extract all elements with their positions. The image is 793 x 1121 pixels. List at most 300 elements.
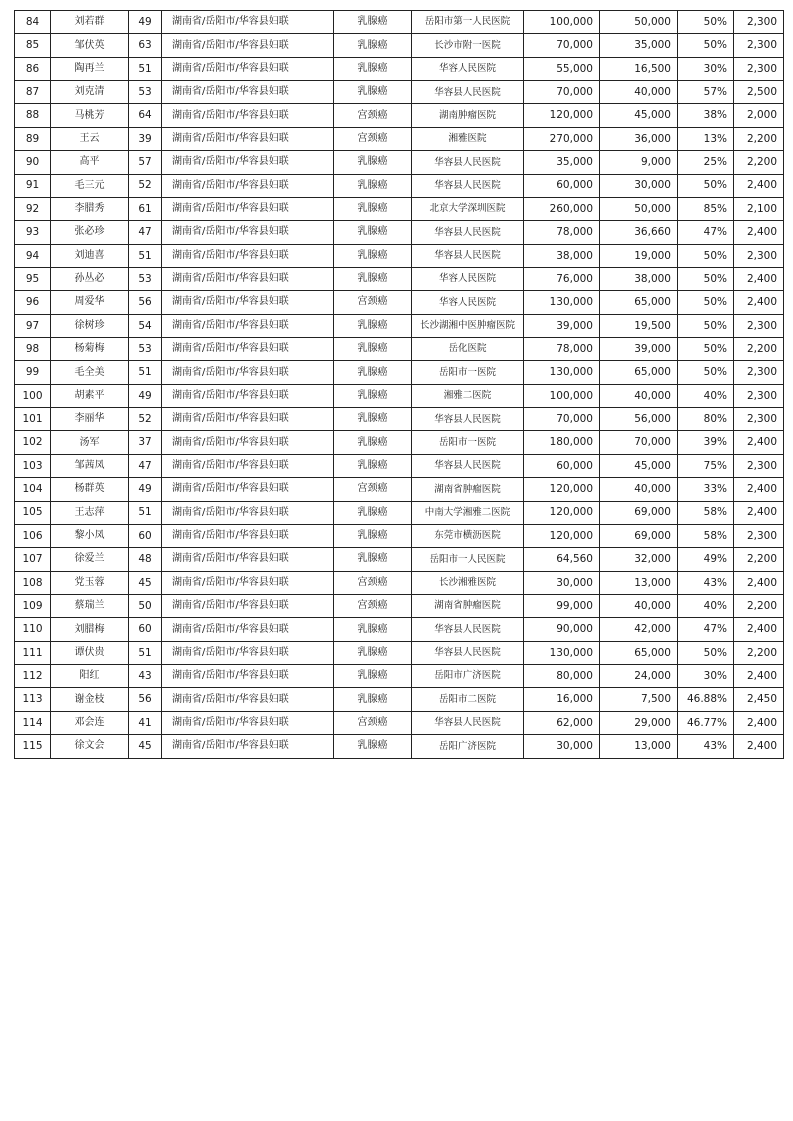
cell-number: 114 — [15, 711, 51, 734]
cell-number: 104 — [15, 478, 51, 501]
cell-aid-amount: 2,300 — [734, 408, 784, 431]
cell-age: 51 — [129, 244, 162, 267]
table-row — [15, 454, 784, 477]
cell-hospital: 华容县人民医院 — [412, 151, 524, 174]
cell-ratio: 47% — [678, 618, 734, 641]
cell-aid-amount: 2,300 — [734, 454, 784, 477]
cell-name: 徐树珍 — [51, 314, 129, 337]
cell-aid-amount: 2,200 — [734, 338, 784, 361]
cell-name: 谭伏贵 — [51, 641, 129, 664]
cell-disease: 乳腺癌 — [334, 34, 412, 57]
cell-total-cost: 120,000 — [524, 104, 600, 127]
cell-region: 湖南省/岳阳市/华容县妇联 — [162, 501, 334, 524]
cell-total-cost: 62,000 — [524, 711, 600, 734]
cell-self-pay: 40,000 — [600, 478, 678, 501]
cell-hospital: 华容县人民医院 — [412, 244, 524, 267]
cell-total-cost: 130,000 — [524, 361, 600, 384]
cell-ratio: 40% — [678, 594, 734, 617]
cell-aid-amount: 2,200 — [734, 548, 784, 571]
cell-hospital: 湖南省肿瘤医院 — [412, 478, 524, 501]
cell-hospital: 华容人民医院 — [412, 267, 524, 290]
cell-name: 王云 — [51, 127, 129, 150]
cell-hospital: 华容县人民医院 — [412, 174, 524, 197]
cell-age: 49 — [129, 11, 162, 34]
cell-name: 刘腊梅 — [51, 618, 129, 641]
cell-total-cost: 38,000 — [524, 244, 600, 267]
cell-total-cost: 76,000 — [524, 267, 600, 290]
cell-self-pay: 40,000 — [600, 81, 678, 104]
cell-region: 湖南省/岳阳市/华容县妇联 — [162, 57, 334, 80]
cell-region: 湖南省/岳阳市/华容县妇联 — [162, 127, 334, 150]
cell-number: 100 — [15, 384, 51, 407]
cell-aid-amount: 2,200 — [734, 127, 784, 150]
cell-hospital: 中南大学湘雅二医院 — [412, 501, 524, 524]
cell-region: 湖南省/岳阳市/华容县妇联 — [162, 338, 334, 361]
cell-ratio: 40% — [678, 384, 734, 407]
cell-region: 湖南省/岳阳市/华容县妇联 — [162, 478, 334, 501]
cell-self-pay: 13,000 — [600, 571, 678, 594]
cell-self-pay: 36,660 — [600, 221, 678, 244]
cell-hospital: 湖南肿瘤医院 — [412, 104, 524, 127]
cell-name: 毛三元 — [51, 174, 129, 197]
cell-region: 湖南省/岳阳市/华容县妇联 — [162, 735, 334, 758]
cell-ratio: 50% — [678, 244, 734, 267]
cell-age: 47 — [129, 221, 162, 244]
cell-region: 湖南省/岳阳市/华容县妇联 — [162, 314, 334, 337]
cell-ratio: 50% — [678, 291, 734, 314]
cell-hospital: 华容县人民医院 — [412, 454, 524, 477]
cell-total-cost: 78,000 — [524, 221, 600, 244]
cell-name: 张必珍 — [51, 221, 129, 244]
cell-total-cost: 270,000 — [524, 127, 600, 150]
cell-region: 湖南省/岳阳市/华容县妇联 — [162, 711, 334, 734]
cell-age: 56 — [129, 291, 162, 314]
cell-name: 高平 — [51, 151, 129, 174]
cell-total-cost: 180,000 — [524, 431, 600, 454]
cell-total-cost: 70,000 — [524, 408, 600, 431]
cell-name: 马桃芳 — [51, 104, 129, 127]
cell-number: 94 — [15, 244, 51, 267]
cell-disease: 乳腺癌 — [334, 267, 412, 290]
cell-region: 湖南省/岳阳市/华容县妇联 — [162, 267, 334, 290]
cell-age: 52 — [129, 174, 162, 197]
cell-hospital: 华容县人民医院 — [412, 81, 524, 104]
cell-total-cost: 70,000 — [524, 34, 600, 57]
cell-region: 湖南省/岳阳市/华容县妇联 — [162, 197, 334, 220]
cell-name: 邹伏英 — [51, 34, 129, 57]
cell-age: 49 — [129, 384, 162, 407]
cell-age: 51 — [129, 361, 162, 384]
cell-disease: 乳腺癌 — [334, 314, 412, 337]
cell-number: 92 — [15, 197, 51, 220]
cell-aid-amount: 2,400 — [734, 571, 784, 594]
cell-ratio: 50% — [678, 267, 734, 290]
cell-total-cost: 70,000 — [524, 81, 600, 104]
cell-aid-amount: 2,400 — [734, 431, 784, 454]
cell-self-pay: 50,000 — [600, 197, 678, 220]
cell-name: 毛全美 — [51, 361, 129, 384]
cell-name: 刘若群 — [51, 11, 129, 34]
cell-ratio: 49% — [678, 548, 734, 571]
cell-region: 湖南省/岳阳市/华容县妇联 — [162, 618, 334, 641]
cell-region: 湖南省/岳阳市/华容县妇联 — [162, 431, 334, 454]
cell-region: 湖南省/岳阳市/华容县妇联 — [162, 454, 334, 477]
cell-hospital: 岳阳市广济医院 — [412, 665, 524, 688]
cell-age: 63 — [129, 34, 162, 57]
cell-hospital: 华容人民医院 — [412, 291, 524, 314]
cell-name: 杨菊梅 — [51, 338, 129, 361]
cell-disease: 宫颈癌 — [334, 478, 412, 501]
cell-self-pay: 56,000 — [600, 408, 678, 431]
cell-aid-amount: 2,400 — [734, 711, 784, 734]
cell-self-pay: 65,000 — [600, 361, 678, 384]
cell-hospital: 岳阳市第一人民医院 — [412, 11, 524, 34]
cell-age: 45 — [129, 735, 162, 758]
cell-number: 102 — [15, 431, 51, 454]
table-row — [15, 151, 784, 174]
cell-ratio: 43% — [678, 571, 734, 594]
cell-disease: 宫颈癌 — [334, 291, 412, 314]
table-row — [15, 127, 784, 150]
cell-self-pay: 39,000 — [600, 338, 678, 361]
cell-self-pay: 50,000 — [600, 11, 678, 34]
cell-age: 48 — [129, 548, 162, 571]
cell-aid-amount: 2,000 — [734, 104, 784, 127]
cell-disease: 宫颈癌 — [334, 104, 412, 127]
cell-ratio: 47% — [678, 221, 734, 244]
cell-disease: 乳腺癌 — [334, 618, 412, 641]
cell-region: 湖南省/岳阳市/华容县妇联 — [162, 11, 334, 34]
cell-name: 陶再兰 — [51, 57, 129, 80]
table-row — [15, 57, 784, 80]
cell-ratio: 43% — [678, 735, 734, 758]
table-row — [15, 361, 784, 384]
cell-self-pay: 24,000 — [600, 665, 678, 688]
cell-region: 湖南省/岳阳市/华容县妇联 — [162, 361, 334, 384]
cell-disease: 乳腺癌 — [334, 665, 412, 688]
cell-ratio: 13% — [678, 127, 734, 150]
cell-disease: 宫颈癌 — [334, 571, 412, 594]
cell-age: 51 — [129, 57, 162, 80]
cell-hospital: 湘雅二医院 — [412, 384, 524, 407]
cell-aid-amount: 2,300 — [734, 314, 784, 337]
cell-aid-amount: 2,200 — [734, 594, 784, 617]
cell-name: 孙丛必 — [51, 267, 129, 290]
cell-total-cost: 130,000 — [524, 291, 600, 314]
cell-disease: 乳腺癌 — [334, 524, 412, 547]
cell-disease: 乳腺癌 — [334, 641, 412, 664]
cell-name: 黎小凤 — [51, 524, 129, 547]
cell-ratio: 50% — [678, 11, 734, 34]
table-row — [15, 524, 784, 547]
table-row — [15, 291, 784, 314]
cell-total-cost: 90,000 — [524, 618, 600, 641]
cell-total-cost: 16,000 — [524, 688, 600, 711]
cell-age: 57 — [129, 151, 162, 174]
table-row — [15, 197, 784, 220]
cell-self-pay: 69,000 — [600, 501, 678, 524]
cell-region: 湖南省/岳阳市/华容县妇联 — [162, 221, 334, 244]
cell-self-pay: 70,000 — [600, 431, 678, 454]
cell-ratio: 58% — [678, 524, 734, 547]
table-row — [15, 618, 784, 641]
table-row — [15, 338, 784, 361]
cell-age: 64 — [129, 104, 162, 127]
cell-disease: 乳腺癌 — [334, 735, 412, 758]
cell-region: 湖南省/岳阳市/华容县妇联 — [162, 524, 334, 547]
table-row — [15, 665, 784, 688]
cell-age: 41 — [129, 711, 162, 734]
cell-number: 109 — [15, 594, 51, 617]
cell-region: 湖南省/岳阳市/华容县妇联 — [162, 571, 334, 594]
cell-ratio: 46.77% — [678, 711, 734, 734]
cell-name: 王志萍 — [51, 501, 129, 524]
cell-disease: 乳腺癌 — [334, 408, 412, 431]
cell-hospital: 岳阳广济医院 — [412, 735, 524, 758]
cell-age: 47 — [129, 454, 162, 477]
cell-region: 湖南省/岳阳市/华容县妇联 — [162, 81, 334, 104]
cell-disease: 乳腺癌 — [334, 338, 412, 361]
cell-disease: 乳腺癌 — [334, 11, 412, 34]
cell-total-cost: 35,000 — [524, 151, 600, 174]
cell-total-cost: 80,000 — [524, 665, 600, 688]
cell-region: 湖南省/岳阳市/华容县妇联 — [162, 244, 334, 267]
cell-aid-amount: 2,400 — [734, 735, 784, 758]
cell-ratio: 50% — [678, 314, 734, 337]
cell-number: 93 — [15, 221, 51, 244]
cell-ratio: 38% — [678, 104, 734, 127]
cell-ratio: 39% — [678, 431, 734, 454]
cell-aid-amount: 2,300 — [734, 57, 784, 80]
cell-aid-amount: 2,300 — [734, 361, 784, 384]
cell-region: 湖南省/岳阳市/华容县妇联 — [162, 641, 334, 664]
cell-self-pay: 42,000 — [600, 618, 678, 641]
cell-aid-amount: 2,400 — [734, 501, 784, 524]
cell-region: 湖南省/岳阳市/华容县妇联 — [162, 104, 334, 127]
cell-self-pay: 19,000 — [600, 244, 678, 267]
cell-hospital: 华容县人民医院 — [412, 711, 524, 734]
cell-ratio: 30% — [678, 57, 734, 80]
cell-total-cost: 100,000 — [524, 11, 600, 34]
cell-self-pay: 7,500 — [600, 688, 678, 711]
cell-region: 湖南省/岳阳市/华容县妇联 — [162, 688, 334, 711]
cell-name: 汤军 — [51, 431, 129, 454]
cell-hospital: 长沙湖湘中医肿瘤医院 — [412, 314, 524, 337]
cell-hospital: 长沙湘雅医院 — [412, 571, 524, 594]
table-row — [15, 104, 784, 127]
cell-name: 刘迪喜 — [51, 244, 129, 267]
cell-hospital: 岳阳市一人民医院 — [412, 548, 524, 571]
cell-self-pay: 45,000 — [600, 104, 678, 127]
cell-total-cost: 55,000 — [524, 57, 600, 80]
cell-hospital: 华容县人民医院 — [412, 641, 524, 664]
cell-total-cost: 120,000 — [524, 501, 600, 524]
cell-number: 115 — [15, 735, 51, 758]
table-row — [15, 735, 784, 758]
cell-age: 56 — [129, 688, 162, 711]
cell-aid-amount: 2,200 — [734, 641, 784, 664]
cell-aid-amount: 2,300 — [734, 11, 784, 34]
cell-self-pay: 65,000 — [600, 291, 678, 314]
cell-total-cost: 64,560 — [524, 548, 600, 571]
table-row — [15, 548, 784, 571]
table-row — [15, 81, 784, 104]
cell-aid-amount: 2,300 — [734, 244, 784, 267]
cell-ratio: 50% — [678, 361, 734, 384]
cell-number: 113 — [15, 688, 51, 711]
cell-number: 98 — [15, 338, 51, 361]
cell-age: 54 — [129, 314, 162, 337]
cell-ratio: 46.88% — [678, 688, 734, 711]
cell-aid-amount: 2,400 — [734, 478, 784, 501]
cell-disease: 乳腺癌 — [334, 221, 412, 244]
cell-disease: 宫颈癌 — [334, 711, 412, 734]
cell-hospital: 岳阳市一医院 — [412, 431, 524, 454]
cell-self-pay: 29,000 — [600, 711, 678, 734]
cell-number: 91 — [15, 174, 51, 197]
cell-age: 43 — [129, 665, 162, 688]
cell-number: 89 — [15, 127, 51, 150]
cell-self-pay: 38,000 — [600, 267, 678, 290]
cell-region: 湖南省/岳阳市/华容县妇联 — [162, 291, 334, 314]
table-row — [15, 711, 784, 734]
cell-region: 湖南省/岳阳市/华容县妇联 — [162, 34, 334, 57]
cell-hospital: 湖南省肿瘤医院 — [412, 594, 524, 617]
cell-name: 胡素平 — [51, 384, 129, 407]
table-row — [15, 267, 784, 290]
cell-name: 周爱华 — [51, 291, 129, 314]
cell-aid-amount: 2,400 — [734, 221, 784, 244]
cell-total-cost: 100,000 — [524, 384, 600, 407]
table-row — [15, 431, 784, 454]
table-row — [15, 314, 784, 337]
cell-self-pay: 69,000 — [600, 524, 678, 547]
cell-number: 95 — [15, 267, 51, 290]
cell-aid-amount: 2,200 — [734, 151, 784, 174]
cell-total-cost: 60,000 — [524, 174, 600, 197]
table-body — [15, 11, 784, 759]
cell-number: 105 — [15, 501, 51, 524]
cell-disease: 乳腺癌 — [334, 244, 412, 267]
cell-number: 86 — [15, 57, 51, 80]
cell-self-pay: 40,000 — [600, 594, 678, 617]
table-row — [15, 571, 784, 594]
cell-number: 112 — [15, 665, 51, 688]
cell-total-cost: 120,000 — [524, 478, 600, 501]
cell-number: 99 — [15, 361, 51, 384]
cell-disease: 乳腺癌 — [334, 151, 412, 174]
cell-hospital: 北京大学深圳医院 — [412, 197, 524, 220]
cell-region: 湖南省/岳阳市/华容县妇联 — [162, 384, 334, 407]
cell-ratio: 58% — [678, 501, 734, 524]
table-row — [15, 174, 784, 197]
cell-region: 湖南省/岳阳市/华容县妇联 — [162, 151, 334, 174]
cell-name: 李丽华 — [51, 408, 129, 431]
cell-number: 96 — [15, 291, 51, 314]
cell-age: 45 — [129, 571, 162, 594]
cell-aid-amount: 2,300 — [734, 524, 784, 547]
cell-disease: 乳腺癌 — [334, 384, 412, 407]
cell-age: 51 — [129, 641, 162, 664]
cell-total-cost: 120,000 — [524, 524, 600, 547]
cell-ratio: 75% — [678, 454, 734, 477]
cell-hospital: 岳阳市一医院 — [412, 361, 524, 384]
cell-name: 蔡瑞兰 — [51, 594, 129, 617]
cell-hospital: 华容县人民医院 — [412, 221, 524, 244]
cell-aid-amount: 2,400 — [734, 618, 784, 641]
cell-aid-amount: 2,400 — [734, 665, 784, 688]
cell-disease: 乳腺癌 — [334, 454, 412, 477]
table-row — [15, 688, 784, 711]
cell-self-pay: 13,000 — [600, 735, 678, 758]
cell-name: 徐爱兰 — [51, 548, 129, 571]
cell-self-pay: 16,500 — [600, 57, 678, 80]
cell-region: 湖南省/岳阳市/华容县妇联 — [162, 548, 334, 571]
cell-age: 49 — [129, 478, 162, 501]
cell-ratio: 50% — [678, 174, 734, 197]
cell-ratio: 50% — [678, 641, 734, 664]
table-row — [15, 384, 784, 407]
cell-self-pay: 30,000 — [600, 174, 678, 197]
cell-region: 湖南省/岳阳市/华容县妇联 — [162, 174, 334, 197]
cell-name: 刘克清 — [51, 81, 129, 104]
cell-aid-amount: 2,500 — [734, 81, 784, 104]
cell-age: 52 — [129, 408, 162, 431]
table-row — [15, 594, 784, 617]
cell-self-pay: 9,000 — [600, 151, 678, 174]
cell-number: 111 — [15, 641, 51, 664]
cell-aid-amount: 2,400 — [734, 267, 784, 290]
table-row — [15, 221, 784, 244]
cell-aid-amount: 2,300 — [734, 34, 784, 57]
cell-age: 61 — [129, 197, 162, 220]
cell-ratio: 50% — [678, 34, 734, 57]
recipient-table — [14, 10, 784, 759]
table-row — [15, 244, 784, 267]
cell-hospital: 岳化医院 — [412, 338, 524, 361]
cell-number: 84 — [15, 11, 51, 34]
cell-ratio: 50% — [678, 338, 734, 361]
cell-region: 湖南省/岳阳市/华容县妇联 — [162, 665, 334, 688]
cell-hospital: 东莞市横沥医院 — [412, 524, 524, 547]
cell-ratio: 33% — [678, 478, 734, 501]
cell-number: 103 — [15, 454, 51, 477]
cell-name: 阳红 — [51, 665, 129, 688]
table-row — [15, 641, 784, 664]
cell-name: 杨群英 — [51, 478, 129, 501]
table-row — [15, 34, 784, 57]
table-row — [15, 408, 784, 431]
cell-number: 108 — [15, 571, 51, 594]
cell-name: 邹茜凤 — [51, 454, 129, 477]
cell-disease: 乳腺癌 — [334, 81, 412, 104]
cell-disease: 宫颈癌 — [334, 127, 412, 150]
cell-self-pay: 35,000 — [600, 34, 678, 57]
cell-name: 李腊秀 — [51, 197, 129, 220]
cell-ratio: 30% — [678, 665, 734, 688]
cell-aid-amount: 2,400 — [734, 291, 784, 314]
table-row — [15, 478, 784, 501]
cell-age: 51 — [129, 501, 162, 524]
cell-aid-amount: 2,300 — [734, 384, 784, 407]
cell-self-pay: 19,500 — [600, 314, 678, 337]
table-row — [15, 501, 784, 524]
cell-total-cost: 78,000 — [524, 338, 600, 361]
cell-hospital: 华容人民医院 — [412, 57, 524, 80]
cell-name: 谢金枝 — [51, 688, 129, 711]
cell-disease: 乳腺癌 — [334, 174, 412, 197]
cell-number: 106 — [15, 524, 51, 547]
